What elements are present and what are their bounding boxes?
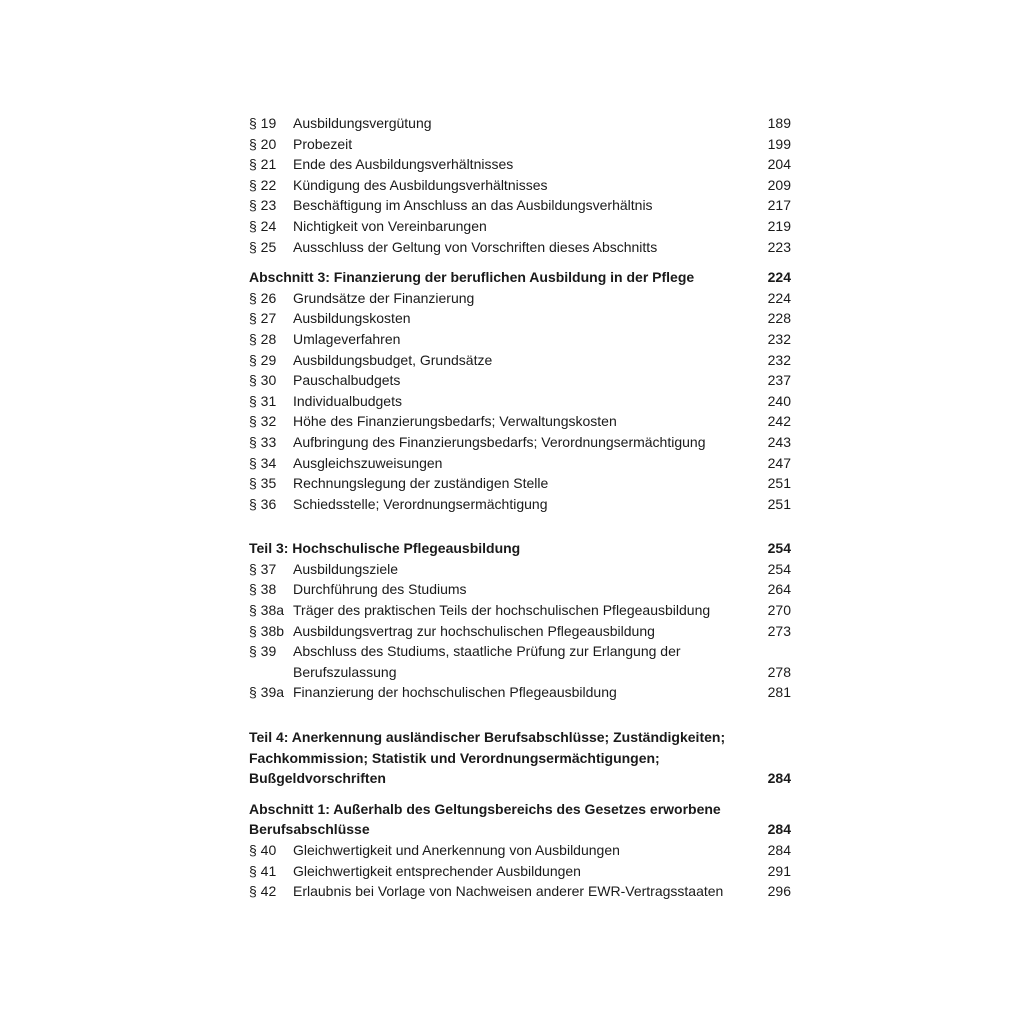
section-title: Pauschalbudgets xyxy=(293,372,401,389)
page-number: 273 xyxy=(767,622,791,639)
toc-entry xyxy=(249,154,791,175)
heading-title: Abschnitt 3: Finanzierung der beruflichen Ausbildung in der Pflege xyxy=(249,269,695,286)
page-number: 291 xyxy=(767,862,791,879)
toc-entry xyxy=(249,579,791,600)
page-number: 251 xyxy=(767,475,791,492)
page-number: 247 xyxy=(767,454,791,471)
toc-heading xyxy=(249,538,791,559)
toc-entry xyxy=(249,134,791,155)
page-number: 251 xyxy=(767,495,791,512)
table-of-contents xyxy=(249,113,791,902)
section-title: Höhe des Finanzierungsbedarfs; Verwaltungskosten xyxy=(293,413,617,430)
toc-heading xyxy=(249,799,791,820)
page-number: 284 xyxy=(767,770,791,787)
page-number: 224 xyxy=(767,269,791,286)
section-number: § 25 xyxy=(249,238,277,255)
section-number: § 39a xyxy=(249,684,285,701)
section-number: § 29 xyxy=(249,351,277,368)
section-number: § 37 xyxy=(249,560,277,577)
section-title: Berufszulassung xyxy=(293,663,397,680)
section-title: Ausbildungsvergütung xyxy=(293,115,432,131)
section-number: § 36 xyxy=(249,495,277,512)
page-number: 242 xyxy=(767,413,791,430)
toc-entry xyxy=(249,432,791,453)
toc-heading xyxy=(249,768,791,789)
toc-heading xyxy=(249,727,791,748)
toc-entry xyxy=(249,216,791,237)
section-number: § 24 xyxy=(249,217,277,234)
toc-entry xyxy=(249,494,791,515)
toc-entry xyxy=(249,881,791,902)
section-title: Aufbringung des Finanzierungsbedarfs; Verordnungsermächtigung xyxy=(293,433,706,450)
section-title: Ende des Ausbildungsverhältnisses xyxy=(293,156,514,173)
heading-title: Teil 4: Anerkennung ausländischer Berufsabschlüsse; Zuständigkeiten; xyxy=(249,729,726,746)
heading-title: Fachkommission; Statistik und Verordnungsermächtigungen; xyxy=(249,749,660,766)
toc-heading xyxy=(249,748,791,769)
section-number: § 22 xyxy=(249,176,277,193)
toc-entry xyxy=(249,473,791,494)
toc-entry xyxy=(249,641,791,662)
section-number: § 19 xyxy=(249,115,277,131)
heading-title: Teil 3: Hochschulische Pflegeausbildung xyxy=(249,540,521,557)
section-number: § 20 xyxy=(249,135,277,152)
section-title: Träger des praktischen Teils der hochschulischen Pflegeausbildung xyxy=(293,602,711,619)
toc-heading xyxy=(249,819,791,840)
page-number: 264 xyxy=(767,581,791,598)
page-number: 224 xyxy=(767,289,791,306)
toc-entry xyxy=(249,840,791,861)
section-number: § 31 xyxy=(249,392,277,409)
page-number: 223 xyxy=(767,238,791,255)
toc-entry xyxy=(249,113,791,134)
toc-entry xyxy=(249,370,791,391)
section-title: Gleichwertigkeit und Anerkennung von Ausbildungen xyxy=(293,842,620,858)
page-number: 281 xyxy=(767,684,791,701)
page-number: 199 xyxy=(767,135,791,152)
page-number: 237 xyxy=(767,372,791,389)
toc-entry xyxy=(249,662,791,683)
section-title: Ausbildungsvertrag zur hochschulischen Pflegeausbildung xyxy=(293,622,655,639)
heading-title: Berufsabschlüsse xyxy=(249,821,370,838)
page-number: 240 xyxy=(767,392,791,409)
page-number: 219 xyxy=(767,217,791,234)
section-number: § 27 xyxy=(249,310,277,327)
toc-entry xyxy=(249,411,791,432)
section-title: Durchführung des Studiums xyxy=(293,581,467,598)
section-title: Ausschluss der Geltung von Vorschriften dieses Abschnitts xyxy=(293,238,658,255)
section-number: § 23 xyxy=(249,197,277,214)
page-number: 243 xyxy=(767,433,791,450)
section-title: Nichtigkeit von Vereinbarungen xyxy=(293,217,487,234)
section-number: § 30 xyxy=(249,372,277,389)
page-number: 254 xyxy=(767,560,791,577)
page-number: 284 xyxy=(767,821,791,838)
section-number: § 41 xyxy=(249,862,277,879)
toc-entry xyxy=(249,861,791,882)
section-title: Individualbudgets xyxy=(293,392,402,409)
section-number: § 34 xyxy=(249,454,277,471)
toc-entry xyxy=(249,329,791,350)
toc-entry xyxy=(249,621,791,642)
section-title: Erlaubnis bei Vorlage von Nachweisen anderer EWR-Vertragsstaaten xyxy=(293,883,724,900)
page-number: 204 xyxy=(767,156,791,173)
page-number: 284 xyxy=(767,842,791,858)
section-title: Umlageverfahren xyxy=(293,330,401,347)
section-number: § 38a xyxy=(249,602,285,619)
section-title: Beschäftigung im Anschluss an das Ausbildungsverhältnis xyxy=(293,197,653,214)
page-number: 209 xyxy=(767,176,791,193)
toc-entry xyxy=(249,391,791,412)
heading-title: Abschnitt 1: Außerhalb des Geltungsbereichs des Gesetzes erworbene xyxy=(249,800,721,817)
section-title: Finanzierung der hochschulischen Pflegeausbildung xyxy=(293,684,617,701)
section-title: Ausgleichszuweisungen xyxy=(293,454,443,471)
section-number: § 32 xyxy=(249,413,277,430)
section-title: Ausbildungsziele xyxy=(293,560,399,577)
section-title: Probezeit xyxy=(293,135,353,152)
section-number: § 26 xyxy=(249,289,277,306)
page-number: 278 xyxy=(767,663,791,680)
page-number: 232 xyxy=(767,330,791,347)
toc-entry xyxy=(249,350,791,371)
section-number: § 33 xyxy=(249,433,277,450)
page-number: 254 xyxy=(767,540,791,557)
section-title: Ausbildungsbudget, Grundsätze xyxy=(293,351,493,368)
toc-entry xyxy=(249,195,791,216)
toc-entry xyxy=(249,308,791,329)
heading-title: Bußgeldvorschriften xyxy=(249,770,386,787)
toc-entry xyxy=(249,453,791,474)
section-title: Abschluss des Studiums, staatliche Prüfung zur Erlangung der xyxy=(293,643,681,660)
section-title: Rechnungslegung der zuständigen Stelle xyxy=(293,475,549,492)
section-title: Gleichwertigkeit entsprechender Ausbildungen xyxy=(293,862,581,879)
toc-entry xyxy=(249,600,791,621)
section-title: Ausbildungskosten xyxy=(293,310,411,327)
section-title: Kündigung des Ausbildungsverhältnisses xyxy=(293,176,548,193)
section-title: Grundsätze der Finanzierung xyxy=(293,289,475,306)
section-number: § 38b xyxy=(249,622,285,639)
toc-entry xyxy=(249,288,791,309)
toc-entry xyxy=(249,237,791,258)
page-number: 189 xyxy=(767,115,791,131)
page-number: 296 xyxy=(767,883,791,900)
section-title: Schiedsstelle; Verordnungsermächtigung xyxy=(293,495,548,512)
page-number: 228 xyxy=(767,310,791,327)
section-number: § 42 xyxy=(249,883,277,900)
toc-entry xyxy=(249,682,791,703)
section-number: § 40 xyxy=(249,842,277,858)
toc-entry xyxy=(249,175,791,196)
page-number: 217 xyxy=(767,197,791,214)
section-number: § 35 xyxy=(249,475,277,492)
section-number: § 38 xyxy=(249,581,277,598)
toc-heading xyxy=(249,267,791,288)
section-number: § 28 xyxy=(249,330,277,347)
section-number: § 21 xyxy=(249,156,277,173)
page-number: 270 xyxy=(767,602,791,619)
page-number: 232 xyxy=(767,351,791,368)
section-number: § 39 xyxy=(249,643,277,660)
toc-entry xyxy=(249,559,791,580)
